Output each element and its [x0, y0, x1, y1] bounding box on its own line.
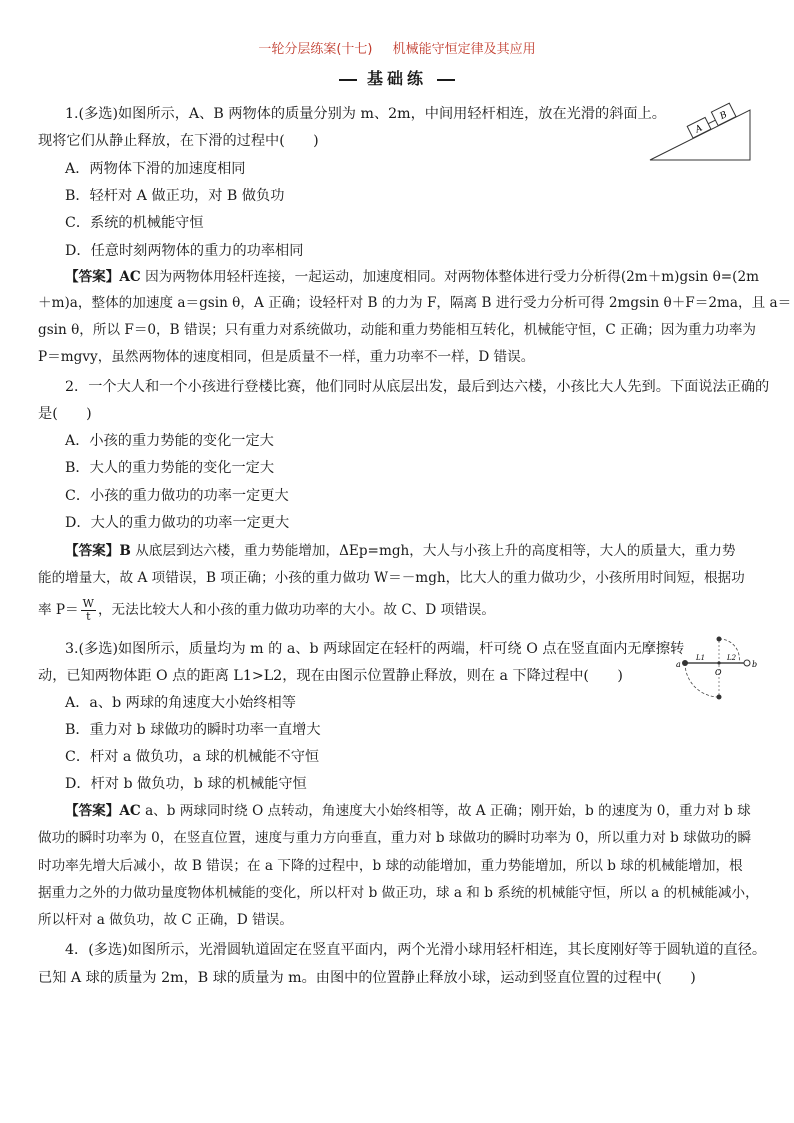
q3-answer-line4: 据重力之外的力做功量度物体机械能的变化，所以杆对 b 做正功，球 a 和 b 系统的机械能守恒，所以 a 的机械能减小，: [38, 885, 759, 901]
q3-fig-label-l1: L1: [696, 654, 706, 662]
q1-stem-line2: 现将它们从静止释放，在下滑的过程中( ): [38, 133, 319, 149]
q3-answer-line3: 时功率先增大后减小，故 B 错误；在 a 下降的过程中，b 球的动能增加，重力势能增加，所以 b 球的机械能增加，根: [38, 858, 743, 874]
q1-fig-label-a: A: [693, 123, 705, 136]
power-fraction: [81, 598, 96, 623]
q3-rod-figure: [675, 630, 775, 720]
q1-answer-line3: gsin θ，所以 F＝0，B 错误；只有重力对系统做功，动能和重力势能相互转化，机械能守恒，C 正确；因为重力功率为: [38, 322, 757, 338]
q2-answer-text1: 从底层到达六楼，重力势能增加，ΔEp=mgh，大人与小孩上升的高度相等，大人的质量大，重力势: [135, 543, 736, 559]
q2-option-b: B．大人的重力势能的变化一定大: [65, 460, 275, 476]
q3-stem-line1: 3.(多选)如图所示，质量均为 m 的 a、b 两球固定在轻杆的两端，杆可绕 O 点在竖直面内无摩擦转: [65, 641, 685, 657]
q1-option-c: C．系统的机械能守恒: [65, 215, 204, 231]
q3-option-d: D．杆对 b 做负功，b 球的机械能守恒: [65, 776, 307, 792]
section-label: 基础练: [366, 69, 427, 88]
q3-fig-label-l2: L2: [727, 654, 737, 662]
q2-answer-text3-post: ，无法比较大人和小孩的重力做功功率的大小。故 C、D 项错误。: [97, 602, 495, 618]
q1-answer-line2: ＋m)a，整体的加速度 a＝gsin θ，A 正确；设轻杆对 B 的力为 F，隔离 B 进行受力分析可得 2mgsin θ＋F＝2ma，且 a＝: [38, 295, 792, 311]
ball-a: [682, 660, 688, 666]
heading-rule-left: [339, 79, 357, 81]
title-topic: 机械能守恒定律及其应用: [392, 42, 536, 57]
q3-answer-tag: 【答案】AC: [65, 803, 141, 819]
q3-fig-label-o: O: [715, 668, 722, 677]
q4-stem-line2: 已知 A 球的质量为 2m，B 球的质量为 m。由图中的位置静止释放小球，运动到竖直位置的过程中( ): [38, 970, 696, 986]
q3-fig-label-b: b: [752, 660, 758, 669]
q2-stem-line2: 是( ): [38, 406, 92, 422]
q1-option-a: A．两物体下滑的加速度相同: [65, 161, 246, 177]
q3-answer-line5: 所以杆对 a 做负功，故 C 正确，D 错误。: [38, 912, 293, 928]
q1-fig-label-b: B: [718, 110, 729, 122]
section-heading: [0, 66, 794, 89]
q3-option-c: C．杆对 a 做负功，a 球的机械能不守恒: [65, 749, 320, 765]
q1-incline-figure: [645, 100, 755, 165]
page-title: [0, 38, 794, 57]
q2-option-d: D．大人的重力做功的功率一定更大: [65, 515, 290, 531]
q3-stem-line2: 动，已知两物体距 O 点的距离 L1>L2，现在由图示位置静止释放，则在 a 下降过程中( ): [38, 668, 623, 684]
ball-b: [744, 660, 750, 666]
q1-answer-line1: [65, 267, 759, 287]
q2-answer-text3-pre: 率 P＝: [38, 602, 79, 618]
q2-option-a: A．小孩的重力势能的变化一定大: [65, 433, 274, 449]
q1-option-b: B．轻杆对 A 做正功，对 B 做负功: [65, 188, 285, 204]
q2-answer-tag: 【答案】B: [65, 543, 131, 559]
heading-rule-right: [437, 79, 455, 81]
q3-fig-label-a: a: [676, 660, 681, 669]
pivot-o: [717, 661, 720, 664]
title-main: 一轮分层练案(十七): [258, 42, 373, 57]
fraction-denominator: t: [86, 610, 91, 623]
q1-stem-line1: 1.(多选)如图所示，A、B 两物体的质量分别为 m、2m，中间用轻杆相连，放在光滑的斜面上。: [65, 106, 666, 122]
q1-answer-tag: 【答案】AC: [65, 269, 141, 285]
q3-answer-text1: a、b 两球同时绕 O 点转动，角速度大小始终相等，故 A 正确；刚开始，b 的速度为 0，重力对 b 球: [145, 803, 751, 819]
q2-answer-line1: [65, 541, 736, 561]
fraction-numerator: W: [82, 597, 94, 610]
q2-answer-line3: [38, 598, 495, 623]
q2-stem-line1: 2．一个大人和一个小孩进行登楼比赛，他们同时从底层出发，最后到达六楼，小孩比大人先到。下面说法正确的: [65, 379, 770, 395]
q1-answer-line4: P＝mgvy，虽然两物体的速度相同，但是质量不一样，重力功率不一样，D 错误。: [38, 349, 535, 365]
q2-option-c: C．小孩的重力做功的功率一定更大: [65, 488, 289, 504]
q3-option-a: A．a、b 两球的角速度大小始终相等: [65, 695, 296, 711]
q3-answer-line1: [65, 801, 751, 821]
q2-answer-line2: 能的增量大，故 A 项错误，B 项正确；小孩的重力做功 W＝－mgh，比大人的重力做功少，小孩所用时间短，根据功: [38, 570, 745, 586]
q4-stem-line1: 4．(多选)如图所示，光滑圆轨道固定在竖直平面内，两个光滑小球用轻杆相连，其长度刚好等于圆轨道的直径。: [65, 942, 767, 958]
q1-answer-text1: 因为两物体用轻杆连接，一起运动，加速度相同。对两物体整体进行受力分析得(2m＋m)gsin θ=(2m: [145, 269, 760, 285]
q3-option-b: B．重力对 b 球做功的瞬时功率一直增大: [65, 722, 321, 738]
q3-answer-line2: 做功的瞬时功率为 0，在竖直位置，速度与重力方向垂直，重力对 b 球做功的瞬时功率为 0，所以重力对 b 球做功的瞬: [38, 830, 752, 846]
q1-option-d: D．任意时刻两物体的重力的功率相同: [65, 243, 304, 259]
